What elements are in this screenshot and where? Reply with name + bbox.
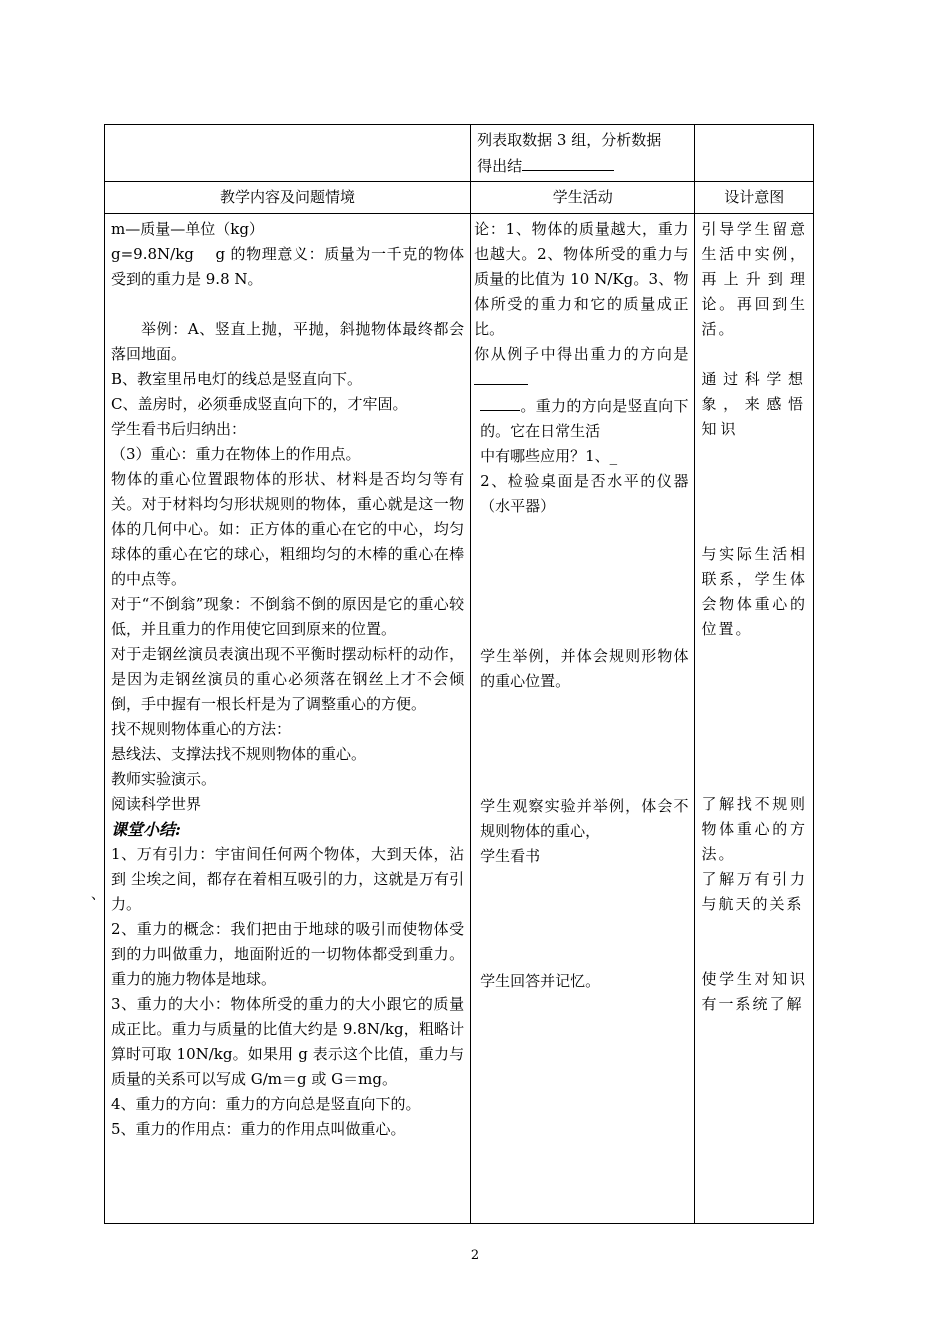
activity-observe: 学生观察实验并举例，体会不规则物体的重心， [480, 797, 689, 840]
content-line: m—质量—单位（kg） [111, 220, 264, 238]
content-line: 阅读科学世界 [111, 795, 202, 813]
content-cell-empty [105, 125, 471, 182]
activity-direction-question: 你从例子中得出重力的方向是 [474, 342, 688, 393]
activity-top-line2: 得出结 [477, 157, 523, 175]
answer-blank [474, 367, 528, 385]
summary-item: 4、重力的方向：重力的方向总是竖直向下的。 [111, 1095, 421, 1113]
content-line: （3）重心：重力在物体上的作用点。 [111, 445, 361, 463]
intent-item: 了解找不规则物体重心的方法。 [701, 795, 807, 863]
activity-conclusion: 论：1、物体的质量越大，重力也越大。2、物体所受的重力与质量的比值为 10 N/Kg。3、物体所受的重力和它的质量成正比。 [474, 220, 689, 338]
summary-item: 5、重力的作用点：重力的作用点叫做重心。 [111, 1120, 406, 1138]
content-cell [105, 214, 471, 1224]
activity-examples: 学生举例，并体会规则形物体的重心位置。 [480, 647, 689, 690]
activity-cell [471, 214, 695, 1224]
page-number: 2 [470, 1248, 480, 1263]
activity-use2: 2、检验桌面是否水平的仪器（水平器） [480, 472, 689, 515]
header-activity: 学生活动 [471, 182, 695, 214]
lesson-plan-table [104, 124, 814, 1224]
activity-read: 学生看书 [480, 847, 541, 865]
summary-item: 3、重力的大小：物体所受的重力的大小跟它的质量成正比。重力与质量的比值大约是 9.8N/kg，粗略计算时可取 10N/kg。如果用 g 表示这个比值，重力与质量的关系可以写成 G/m＝g 或 G＝mg。 [111, 995, 465, 1088]
content-line: B、教室里吊电灯的线总是竖直向下。 [111, 370, 363, 388]
header-content: 教学内容及问题情境 [105, 182, 471, 214]
content-line: 教师实验演示。 [111, 770, 217, 788]
content-line: 举例：A、竖直上抛，平抛，斜抛物体最终都会落回地面。 [111, 320, 465, 363]
continuation-row [105, 125, 814, 182]
content-line: g=9.8N/kg g 的物理意义：质量为一千克的物体受到的重力是 9.8 N。 [111, 245, 465, 288]
answer-blank [522, 153, 614, 171]
content-line: 物体的重心位置跟物体的形状、材料是否均匀等有关。对于材料均匀形状规则的物体，重心就是这一物体的几何中心。如：正方体的重心在它的中心，均匀球体的重心在它的球心，粗细均匀的木棒的重心在棒的中点等。 [111, 470, 465, 588]
content-line: 学生看书后归纳出： [111, 420, 247, 438]
body-row [105, 214, 814, 1224]
summary-item: 2、重力的概念：我们把由于地球的吸引而使物体受到的力叫做重力，地面附近的一切物体都受到重力。重力的施力物体是地球。 [111, 920, 465, 988]
summary-title: 课堂小结: [111, 820, 181, 839]
content-line: C、盖房时，必须垂成竖直向下的，才牢固。 [111, 395, 408, 413]
intent-item: 引导学生留意生活中实例，再上升到理论。再回到生活。 [701, 220, 807, 338]
activity-uses: 中有哪些应用？1、_ [480, 447, 618, 465]
content-line: 找不规则物体重心的方法： [111, 720, 292, 738]
intent-cell [695, 214, 814, 1224]
content-line: 悬线法、支撑法找不规则物体的重心。 [111, 745, 367, 763]
activity-answer: 学生回答并记忆。 [480, 972, 601, 990]
header-intent: 设计意图 [695, 182, 814, 214]
summary-item: 1、万有引力：宇宙间任何两个物体，大到天体，沾到 尘埃之间，都存在着相互吸引的力，这就是万有引力。 [111, 845, 465, 913]
intent-cell-empty [695, 125, 814, 182]
content-line: 对于“不倒翁”现象：不倒翁不倒的原因是它的重心较低，并且重力的作用使它回到原来的位置。 [111, 595, 465, 638]
intent-item: 使学生对知识有一系统了解 [701, 970, 807, 1013]
intent-item: 通过科学想象，来感悟知识 [701, 370, 807, 438]
answer-blank [480, 393, 520, 411]
content-line: 对于走钢丝演员表演出现不平衡时摆动标杆的动作，是因为走钢丝演员的重心必须落在钢丝上才不会倾倒，手中握有一根长杆是为了调整重心的方便。 [111, 645, 465, 713]
activity-direction-answer: 。重力的方向是竖直向下的。它在日常生活 [480, 397, 689, 440]
intent-item: 与实际生活相联系，学生体会物体重心的位置。 [701, 545, 807, 638]
activity-cell-top [471, 125, 695, 182]
header-row [105, 182, 814, 214]
side-mark: 、 [91, 887, 105, 903]
intent-item: 了解万有引力与航天的关系 [701, 870, 807, 913]
activity-top-line1: 列表取数据 3 组，分析数据 [477, 131, 662, 149]
